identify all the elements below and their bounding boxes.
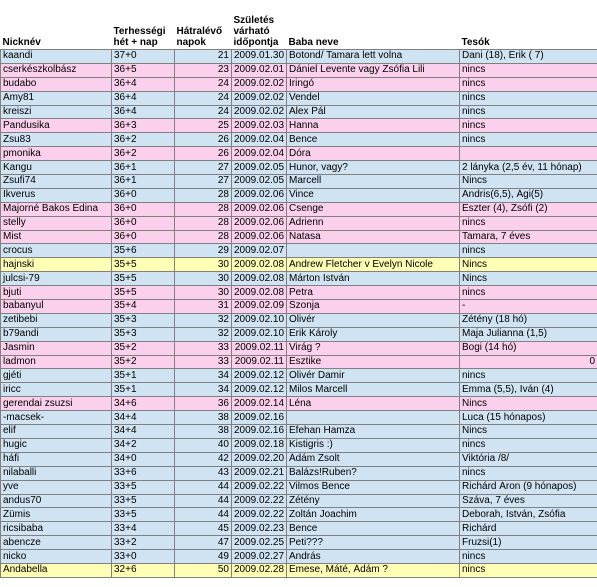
cell-siblings[interactable]: nincs (460, 119, 597, 133)
cell-days-left[interactable]: 29 (175, 244, 232, 258)
cell-nick[interactable]: Kangu (1, 161, 112, 175)
cell-days-left[interactable]: 32 (175, 327, 232, 341)
cell-siblings[interactable]: 2 lányka (2,5 év, 11 hónap) (460, 161, 597, 175)
cell-week[interactable]: 36+1 (112, 161, 175, 175)
cell-baby-name[interactable]: Marcell (287, 175, 460, 189)
cell-baby-name[interactable]: Hunor, vagy? (287, 161, 460, 175)
cell-due-date[interactable]: 2009.02.06 (232, 216, 287, 230)
cell-due-date[interactable]: 2009.02.09 (232, 300, 287, 314)
header-baby-name: Baba neve (287, 0, 460, 50)
cell-days-left[interactable]: 25 (175, 119, 232, 133)
table-row (1, 105, 597, 119)
cell-siblings[interactable]: 0 (460, 355, 597, 369)
cell-week[interactable]: 36+4 (112, 91, 175, 105)
table-row (1, 133, 597, 147)
cell-nick[interactable]: nilaballi (1, 466, 112, 480)
cell-due-date[interactable]: 2009.02.08 (232, 286, 287, 300)
cell-baby-name[interactable]: Natasa (287, 230, 460, 244)
cell-siblings[interactable]: Andris(6,5), Ági(5) (460, 188, 597, 202)
table-row (1, 77, 597, 91)
cell-days-left[interactable]: 28 (175, 216, 232, 230)
cell-baby-name[interactable]: Szonja (287, 300, 460, 314)
cell-siblings[interactable]: Maja Julianna (1,5) (460, 327, 597, 341)
cell-days-left[interactable]: 40 (175, 438, 232, 452)
cell-siblings[interactable]: Viktória /8/ (460, 452, 597, 466)
cell-siblings[interactable]: nincs (460, 244, 597, 258)
cell-baby-name[interactable] (287, 244, 460, 258)
cell-baby-name[interactable]: Esztike (287, 355, 460, 369)
table-row (1, 300, 597, 314)
cell-nick[interactable]: ricsibaba (1, 522, 112, 536)
cell-due-date[interactable]: 2009.02.06 (232, 188, 287, 202)
cell-due-date[interactable]: 2009.02.04 (232, 133, 287, 147)
cell-due-date[interactable]: 2009.02.27 (232, 550, 287, 564)
cell-days-left[interactable]: 42 (175, 452, 232, 466)
cell-days-left[interactable]: 30 (175, 272, 232, 286)
table-row (1, 522, 597, 536)
cell-days-left[interactable]: 27 (175, 161, 232, 175)
cell-due-date[interactable]: 2009.02.05 (232, 161, 287, 175)
cell-days-left[interactable]: 33 (175, 341, 232, 355)
cell-nick[interactable]: Andabella (1, 563, 112, 577)
cell-siblings[interactable]: Eszter (4), Zsófi (2) (460, 202, 597, 216)
cell-days-left[interactable]: 47 (175, 536, 232, 550)
table-row (1, 147, 597, 161)
cell-due-date[interactable]: 2009.02.08 (232, 272, 287, 286)
cell-nick[interactable]: abencze (1, 536, 112, 550)
cell-siblings[interactable]: Deborah, István, Zsófia (460, 508, 597, 522)
cell-baby-name[interactable]: Dániel Levente vagy Zsófia Lili (287, 63, 460, 77)
cell-days-left[interactable]: 31 (175, 300, 232, 314)
cell-due-date[interactable]: 2009.02.18 (232, 438, 287, 452)
cell-siblings[interactable]: nincs (460, 438, 597, 452)
cell-baby-name[interactable]: Erik Károly (287, 327, 460, 341)
cell-due-date[interactable]: 2009.02.22 (232, 494, 287, 508)
cell-nick[interactable]: babanyul (1, 300, 112, 314)
table-row (1, 91, 597, 105)
cell-nick[interactable]: hugic (1, 438, 112, 452)
table-row (1, 216, 597, 230)
table-row (1, 230, 597, 244)
cell-due-date[interactable]: 2009.02.12 (232, 369, 287, 383)
cell-baby-name[interactable]: Hanna (287, 119, 460, 133)
table-row (1, 383, 597, 397)
cell-due-date[interactable]: 2009.02.12 (232, 383, 287, 397)
cell-siblings[interactable]: Tamara, 7 éves (460, 230, 597, 244)
cell-due-date[interactable]: 2009.02.10 (232, 313, 287, 327)
cell-nick[interactable]: kaandi (1, 50, 112, 64)
cell-days-left[interactable]: 30 (175, 286, 232, 300)
cell-baby-name[interactable]: Bence (287, 522, 460, 536)
cell-siblings[interactable]: nincs (460, 105, 597, 119)
cell-nick[interactable]: elif (1, 425, 112, 439)
cell-siblings[interactable]: Emma (5,5), Iván (4) (460, 383, 597, 397)
cell-nick[interactable]: pmonika (1, 147, 112, 161)
cell-due-date[interactable]: 2009.02.05 (232, 175, 287, 189)
cell-nick[interactable]: -macsek- (1, 411, 112, 425)
table-row (1, 397, 597, 411)
cell-days-left[interactable]: 38 (175, 411, 232, 425)
cell-due-date[interactable]: 2009.02.20 (232, 452, 287, 466)
cell-due-date[interactable]: 2009.02.01 (232, 63, 287, 77)
table-header (1, 0, 597, 50)
cell-siblings[interactable]: Nincs (460, 272, 597, 286)
cell-week[interactable]: 34+2 (112, 438, 175, 452)
cell-baby-name[interactable]: Zétény (287, 494, 460, 508)
cell-siblings[interactable]: Bogi (14 hó) (460, 341, 597, 355)
cell-siblings[interactable]: nincs (460, 369, 597, 383)
cell-days-left[interactable]: 44 (175, 494, 232, 508)
cell-week[interactable]: 36+2 (112, 133, 175, 147)
table-row (1, 313, 597, 327)
cell-week[interactable]: 33+5 (112, 480, 175, 494)
cell-siblings[interactable]: nincs (460, 550, 597, 564)
cell-days-left[interactable]: 21 (175, 50, 232, 64)
cell-baby-name[interactable]: Ádám Zsolt (287, 452, 460, 466)
cell-nick[interactable]: gjéti (1, 369, 112, 383)
cell-due-date[interactable]: 2009.02.06 (232, 202, 287, 216)
cell-nick[interactable]: hajnski (1, 258, 112, 272)
table-row (1, 466, 597, 480)
cell-week[interactable]: 34+0 (112, 452, 175, 466)
cell-siblings[interactable]: Nincs (460, 425, 597, 439)
cell-baby-name[interactable]: Dóra (287, 147, 460, 161)
cell-week[interactable]: 37+0 (112, 50, 175, 64)
cell-baby-name[interactable]: Milos Marcell (287, 383, 460, 397)
header-due-date: Születés várható időpontja (232, 0, 287, 50)
cell-days-left[interactable]: 34 (175, 383, 232, 397)
cell-due-date[interactable]: 2009.02.28 (232, 563, 287, 577)
cell-siblings[interactable]: Nincs (460, 397, 597, 411)
cell-nick[interactable]: Amy81 (1, 91, 112, 105)
cell-baby-name[interactable]: Balázs!Ruben? (287, 466, 460, 480)
cell-due-date[interactable]: 2009.02.11 (232, 355, 287, 369)
cell-days-left[interactable]: 28 (175, 188, 232, 202)
cell-week[interactable]: 35+2 (112, 341, 175, 355)
cell-nick[interactable]: Jasmin (1, 341, 112, 355)
cell-days-left[interactable]: 28 (175, 230, 232, 244)
cell-week[interactable]: 35+4 (112, 300, 175, 314)
cell-baby-name[interactable]: Bence (287, 133, 460, 147)
cell-baby-name[interactable]: Vilmos Bence (287, 480, 460, 494)
cell-days-left[interactable]: 24 (175, 77, 232, 91)
cell-week[interactable]: 36+4 (112, 105, 175, 119)
table-row (1, 244, 597, 258)
cell-siblings[interactable]: Száva, 7 éves (460, 494, 597, 508)
cell-due-date[interactable]: 2009.02.23 (232, 522, 287, 536)
cell-due-date[interactable]: 2009.02.02 (232, 77, 287, 91)
cell-week[interactable]: 35+3 (112, 313, 175, 327)
cell-nick[interactable]: Mist (1, 230, 112, 244)
cell-baby-name[interactable]: Botond/ Tamara lett volna (287, 50, 460, 64)
cell-siblings[interactable]: - (460, 300, 597, 314)
cell-nick[interactable]: Zsufi74 (1, 175, 112, 189)
cell-week[interactable]: 35+5 (112, 286, 175, 300)
cell-due-date[interactable]: 2009.02.10 (232, 327, 287, 341)
cell-siblings[interactable]: nincs (460, 77, 597, 91)
table-body (1, 50, 597, 578)
cell-nick[interactable]: yve (1, 480, 112, 494)
cell-siblings[interactable]: nincs (460, 133, 597, 147)
cell-days-left[interactable]: 34 (175, 369, 232, 383)
cell-nick[interactable]: zetibebi (1, 313, 112, 327)
table-row (1, 563, 597, 577)
cell-siblings[interactable]: nincs (460, 563, 597, 577)
cell-week[interactable]: 33+2 (112, 536, 175, 550)
cell-week[interactable]: 36+0 (112, 230, 175, 244)
cell-due-date[interactable]: 2009.02.02 (232, 91, 287, 105)
cell-days-left[interactable]: 24 (175, 105, 232, 119)
cell-nick[interactable]: Ikverus (1, 188, 112, 202)
cell-due-date[interactable]: 2009.02.11 (232, 341, 287, 355)
cell-baby-name[interactable]: Olivér Damir (287, 369, 460, 383)
cell-days-left[interactable]: 45 (175, 522, 232, 536)
cell-nick[interactable]: kreiszi (1, 105, 112, 119)
cell-baby-name[interactable]: Andrew Fletcher v Evelyn Nicole (287, 258, 460, 272)
cell-due-date[interactable]: 2009.02.04 (232, 147, 287, 161)
cell-nick[interactable]: nicko (1, 550, 112, 564)
cell-nick[interactable]: Pandusika (1, 119, 112, 133)
cell-nick[interactable]: b79andi (1, 327, 112, 341)
cell-due-date[interactable]: 2009.02.22 (232, 508, 287, 522)
table-row (1, 119, 597, 133)
table-row (1, 286, 597, 300)
cell-nick[interactable]: háfi (1, 452, 112, 466)
cell-week[interactable]: 34+4 (112, 425, 175, 439)
table-row (1, 341, 597, 355)
cell-week[interactable]: 35+5 (112, 258, 175, 272)
cell-nick[interactable]: bjuti (1, 286, 112, 300)
header-nick: Nicknév (1, 0, 112, 50)
cell-siblings[interactable]: nincs (460, 91, 597, 105)
cell-siblings[interactable]: Richárd Áron (9 hónapos) (460, 480, 597, 494)
table-row (1, 411, 597, 425)
table-row (1, 536, 597, 550)
cell-baby-name[interactable]: Csenge (287, 202, 460, 216)
cell-baby-name[interactable] (287, 411, 460, 425)
cell-nick[interactable]: andus70 (1, 494, 112, 508)
cell-due-date[interactable]: 2009.02.06 (232, 230, 287, 244)
cell-due-date[interactable]: 2009.02.21 (232, 466, 287, 480)
cell-baby-name[interactable]: András (287, 550, 460, 564)
table-row (1, 480, 597, 494)
cell-nick[interactable]: Majorné Bakos Edina (1, 202, 112, 216)
table-row (1, 175, 597, 189)
cell-days-left[interactable]: 28 (175, 202, 232, 216)
cell-siblings[interactable]: Fruzsi(1) (460, 536, 597, 550)
cell-days-left[interactable]: 43 (175, 466, 232, 480)
cell-nick[interactable]: julcsi-79 (1, 272, 112, 286)
cell-baby-name[interactable]: Peti??? (287, 536, 460, 550)
cell-nick[interactable]: ladmon (1, 355, 112, 369)
cell-week[interactable]: 33+6 (112, 466, 175, 480)
cell-siblings[interactable]: Luca (15 hónapos) (460, 411, 597, 425)
cell-baby-name[interactable]: Virág ? (287, 341, 460, 355)
cell-baby-name[interactable]: Adrienn (287, 216, 460, 230)
header-siblings: Tesók (460, 0, 597, 50)
cell-siblings[interactable]: Nincs (460, 258, 597, 272)
table-row (1, 202, 597, 216)
cell-week[interactable]: 35+2 (112, 355, 175, 369)
cell-days-left[interactable]: 33 (175, 355, 232, 369)
header-week: Terhességi hét + nap (112, 0, 175, 50)
cell-days-left[interactable]: 27 (175, 175, 232, 189)
cell-days-left[interactable]: 26 (175, 133, 232, 147)
cell-siblings[interactable]: nincs (460, 286, 597, 300)
cell-week[interactable]: 35+1 (112, 383, 175, 397)
cell-siblings[interactable]: Dani (18), Erik ( 7) (460, 50, 597, 64)
cell-due-date[interactable]: 2009.02.03 (232, 119, 287, 133)
cell-nick[interactable]: iricc (1, 383, 112, 397)
cell-baby-name[interactable]: Kistigris :) (287, 438, 460, 452)
cell-baby-name[interactable]: Petra (287, 286, 460, 300)
table-row (1, 272, 597, 286)
cell-siblings[interactable]: nincs (460, 216, 597, 230)
cell-week[interactable]: 35+5 (112, 272, 175, 286)
cell-week[interactable]: 36+3 (112, 119, 175, 133)
cell-days-left[interactable]: 32 (175, 313, 232, 327)
cell-baby-name[interactable]: Vince (287, 188, 460, 202)
cell-siblings[interactable]: Nincs (460, 175, 597, 189)
cell-days-left[interactable]: 26 (175, 147, 232, 161)
cell-days-left[interactable]: 44 (175, 480, 232, 494)
table-row (1, 369, 597, 383)
cell-siblings[interactable]: nincs (460, 63, 597, 77)
cell-days-left[interactable]: 23 (175, 63, 232, 77)
cell-siblings[interactable] (460, 147, 597, 161)
cell-week[interactable]: 36+0 (112, 188, 175, 202)
cell-week[interactable]: 34+6 (112, 397, 175, 411)
cell-nick[interactable]: stelly (1, 216, 112, 230)
cell-week[interactable]: 33+5 (112, 508, 175, 522)
table-row (1, 355, 597, 369)
cell-week[interactable]: 33+4 (112, 522, 175, 536)
cell-days-left[interactable]: 38 (175, 425, 232, 439)
table-row (1, 508, 597, 522)
cell-week[interactable]: 36+2 (112, 147, 175, 161)
cell-week[interactable]: 35+3 (112, 327, 175, 341)
cell-baby-name[interactable]: Vendel (287, 91, 460, 105)
table-row (1, 258, 597, 272)
cell-baby-name[interactable]: Efehan Hamza (287, 425, 460, 439)
cell-due-date[interactable]: 2009.02.16 (232, 411, 287, 425)
cell-due-date[interactable]: 2009.02.16 (232, 425, 287, 439)
table-row (1, 50, 597, 64)
cell-due-date[interactable]: 2009.02.14 (232, 397, 287, 411)
cell-baby-name[interactable]: Olivér (287, 313, 460, 327)
cell-week[interactable]: 35+1 (112, 369, 175, 383)
cell-days-left[interactable]: 24 (175, 91, 232, 105)
table-row (1, 188, 597, 202)
cell-nick[interactable]: gerendai zsuzsi (1, 397, 112, 411)
cell-nick[interactable]: cserkészkolbász (1, 63, 112, 77)
table-row (1, 327, 597, 341)
cell-week[interactable]: 36+4 (112, 77, 175, 91)
table-row (1, 425, 597, 439)
cell-week[interactable]: 33+5 (112, 494, 175, 508)
table-row (1, 452, 597, 466)
cell-baby-name[interactable]: Iringó (287, 77, 460, 91)
cell-due-date[interactable]: 2009.02.25 (232, 536, 287, 550)
cell-days-left[interactable]: 30 (175, 258, 232, 272)
cell-week[interactable]: 35+6 (112, 244, 175, 258)
cell-baby-name[interactable]: Zoltán Joachim (287, 508, 460, 522)
cell-week[interactable]: 33+0 (112, 550, 175, 564)
cell-due-date[interactable]: 2009.02.07 (232, 244, 287, 258)
cell-baby-name[interactable]: Márton István (287, 272, 460, 286)
cell-due-date[interactable]: 2009.02.08 (232, 258, 287, 272)
cell-days-left[interactable]: 36 (175, 397, 232, 411)
cell-baby-name[interactable]: Alex Pál (287, 105, 460, 119)
cell-siblings[interactable]: nincs (460, 466, 597, 480)
table-row (1, 63, 597, 77)
cell-baby-name[interactable]: Emese, Máté, Ádám ? (287, 563, 460, 577)
cell-siblings[interactable]: Richárd (460, 522, 597, 536)
table-row (1, 161, 597, 175)
cell-days-left[interactable]: 49 (175, 550, 232, 564)
table-row (1, 438, 597, 452)
cell-days-left[interactable]: 50 (175, 563, 232, 577)
table-row (1, 550, 597, 564)
cell-siblings[interactable]: Zétény (18 hó) (460, 313, 597, 327)
cell-nick[interactable]: budabo (1, 77, 112, 91)
cell-week[interactable]: 34+4 (112, 411, 175, 425)
cell-nick[interactable]: Zsu83 (1, 133, 112, 147)
cell-due-date[interactable]: 2009.02.22 (232, 480, 287, 494)
cell-days-left[interactable]: 44 (175, 508, 232, 522)
cell-nick[interactable]: crocus (1, 244, 112, 258)
cell-week[interactable]: 36+1 (112, 175, 175, 189)
cell-week[interactable]: 36+0 (112, 202, 175, 216)
cell-due-date[interactable]: 2009.01.30 (232, 50, 287, 64)
header-days-left: Hátralévő napok (175, 0, 232, 50)
cell-baby-name[interactable]: Léna (287, 397, 460, 411)
cell-nick[interactable]: Zümis (1, 508, 112, 522)
table-row (1, 494, 597, 508)
cell-due-date[interactable]: 2009.02.02 (232, 105, 287, 119)
cell-week[interactable]: 32+6 (112, 563, 175, 577)
cell-week[interactable]: 36+5 (112, 63, 175, 77)
cell-week[interactable]: 36+0 (112, 216, 175, 230)
